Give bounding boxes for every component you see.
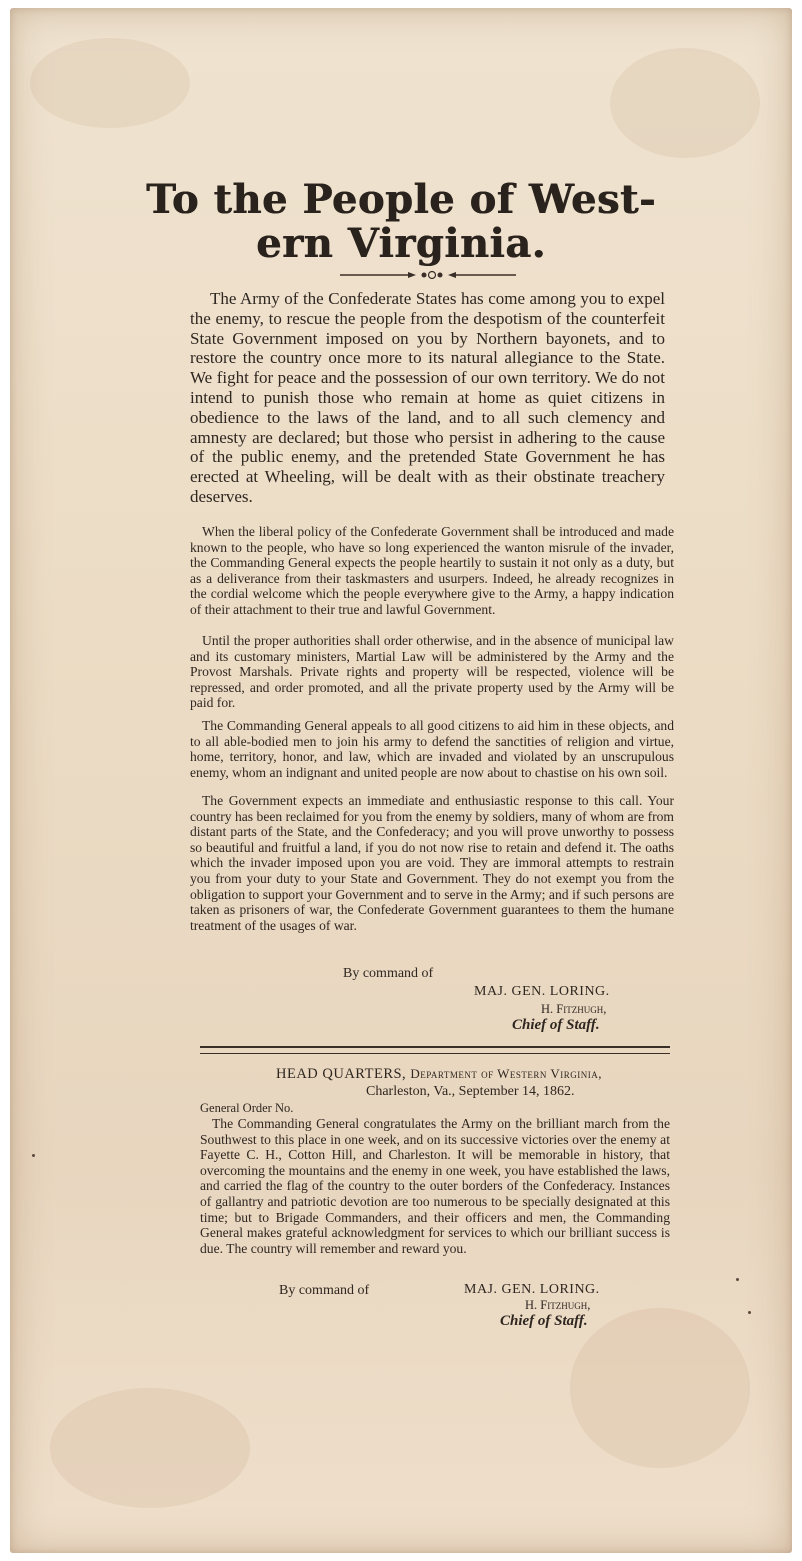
paragraph-liberal-policy: When the liberal policy of the Confederate Government shall be introduced and made known to the people, who have so long experienced the wanton misrule of the invader, the Commanding General expects the people heartily to sustain it not only as a duty, but as a deliverance from their taskmasters and usurpers. Indeed, he already recognizes in the cordial welcome which the people everywhere give to the Army, a happy indication of their attachment to their true and lawful Government. bbox=[190, 524, 674, 617]
chief-of-staff-title: Chief of Staff. bbox=[512, 1017, 600, 1033]
order-chief-of-staff-name: H. Fitzhugh, bbox=[525, 1298, 591, 1312]
general-name: MAJ. GEN. LORING. bbox=[474, 984, 610, 999]
speck-mark bbox=[736, 1278, 739, 1281]
ornamental-divider bbox=[338, 268, 518, 282]
hq-place-date: Charleston, Va., September 14, 1862. bbox=[366, 1084, 575, 1099]
headquarters-heading bbox=[276, 1066, 602, 1083]
speck-mark bbox=[748, 1311, 751, 1314]
intro-paragraph: The Army of the Confederate States has come among you to expel the enemy, to rescue the people from the despotism of the counterfeit State Government imposed on you by Northern bayonets, and to restore the country once more to its natural allegiance to the State. We fight for peace and the possession of our own territory. We do not intend to punish those who remain at home as quiet citizens in obedience to the laws of the land, and to all such clemency and amnesty are declared; but those who persist in adhering to the cause of the public enemy, and the pretended State Government he has erected at Wheeling, will be dealt with as their obstinate treachery deserves. bbox=[190, 289, 665, 506]
order-chief-of-staff-title: Chief of Staff. bbox=[500, 1313, 588, 1329]
by-command-label: By command of bbox=[343, 966, 434, 981]
paragraph-government-expects: The Government expects an immediate and enthusiastic response to this call. Your country has been reclaimed for you from the enemy by soldiers, many of whom are from distant parts of the State, and the Confederacy; and you will prove unworthy to possess so beautiful and fruitful a land, if you do not now rise to retain and defend it. The oaths which the invader imposed upon you are void. They are immoral attempts to restrain you from your duty to your State and Government. They do not exempt you from the obligation to support your Government and to serve in the Army; and if such persons are taken as prisoners of war, the Confederate Government guarantees to them the humane treatment of the usages of war. bbox=[190, 793, 674, 933]
general-order-number: General Order No. bbox=[200, 1101, 294, 1115]
order-by-command-label: By command of bbox=[279, 1283, 370, 1298]
speck-mark bbox=[32, 1154, 35, 1157]
chief-of-staff-name: H. Fitzhugh, bbox=[541, 1002, 607, 1016]
order-body: The Commanding General congratulates the Army on the brilliant march from the Southwest to this place in one week, and on its successive victories over the enemy at Fayette C. H., Cotton Hill, and Charleston. It will be memorable in history, that overcoming the mountains and the enemy in one week, you have established the laws, and carried the flag of the country to the outer borders of the Confederacy. Instances of gallantry and patriotic devotion are too numerous to be specially designated at this time; but to Brigade Commanders, and their officers and men, the Commanding General makes grateful acknowledgment for services to which our brilliant success is due. The country will remember and reward you. bbox=[200, 1116, 670, 1256]
headline-line-2: ern Virginia. bbox=[256, 220, 546, 267]
headline-line-1: To the People of West- bbox=[146, 176, 656, 223]
section-divider-rule bbox=[200, 1046, 670, 1054]
paragraph-appeal: The Commanding General appeals to all good citizens to aid him in these objects, and to all able-bodied men to join his army to defend the sanctities of religion and virtue, home, territory, honor, and law, which are invaded and violated by an unscrupulous enemy, whom an indignant and united people are now about to chastise on his own soil. bbox=[190, 718, 674, 780]
hq-label: HEAD QUARTERS, bbox=[276, 1066, 407, 1082]
headline bbox=[120, 178, 682, 266]
order-general-name: MAJ. GEN. LORING. bbox=[464, 1282, 600, 1297]
hq-department: Department of Western Virginia, bbox=[410, 1066, 603, 1081]
paragraph-martial-law: Until the proper authorities shall order otherwise, and in the absence of municipal law and its customary ministers, Martial Law will be administered by the Army and the Provost Marshals. Private rights and property will be respected, violence will be repressed, and order promoted, and all the private property used by the Army will be paid for. bbox=[190, 633, 674, 711]
